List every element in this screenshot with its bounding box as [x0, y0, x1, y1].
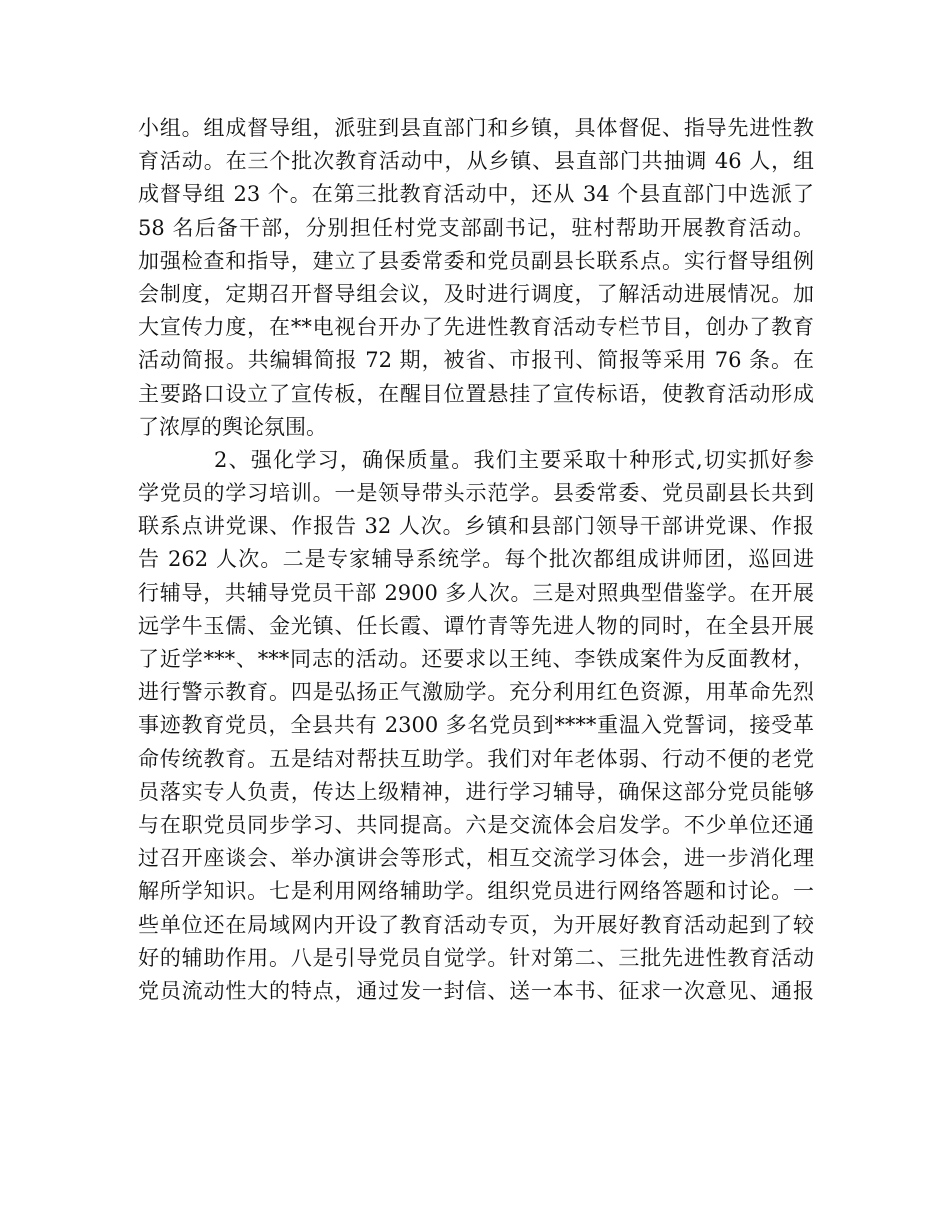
text-line: 大宣传力度，在**电视台开办了先进性教育活动专栏节目，创办了教育	[138, 315, 814, 340]
text-line: 与在职党员同步学习、共同提高。六是交流体会启发学。不少单位还通	[138, 812, 814, 837]
text-line: 行辅导，共辅导党员干部 2900 多人次。三是对照典型借鉴学。在开展	[138, 580, 814, 605]
text-line: 小组。组成督导组，派驻到县直部门和乡镇，具体督促、指导先进性教	[138, 116, 814, 140]
text-line: 远学牛玉儒、金光镇、任长霞、谭竹青等先进人物的同时，在全县开展	[138, 613, 814, 638]
text-line: 了近学***、***同志的活动。还要求以王纯、李铁成案件为反面教材，	[138, 647, 814, 671]
text-line: 58 名后备干部，分别担任村党支部副书记，驻村帮助开展教育活动。	[138, 215, 814, 240]
text-line: 党员流动性大的特点，通过发一封信、送一本书、征求一次意见、通报	[138, 978, 814, 1003]
text-line: 活动简报。共编辑简报 72 期，被省、市报刊、简报等采用 76 条。在	[138, 348, 814, 373]
text-line: 告 262 人次。二是专家辅导系统学。每个批次都组成讲师团，巡回进	[138, 547, 814, 572]
text-line: 员落实专人负责，传达上级精神，进行学习辅导，确保这部分党员能够	[138, 779, 814, 804]
text-line: 加强检查和指导，建立了县委常委和党员副县长联系点。实行督导组例	[138, 248, 814, 273]
text-line: 成督导组 23 个。在第三批教育活动中，还从 34 个县直部门中选派了	[138, 182, 814, 207]
text-line: 学党员的学习培训。一是领导带头示范学。县委常委、党员副县长共到	[138, 481, 814, 506]
text-line: 过召开座谈会、举办演讲会等形式，相互交流学习体会，进一步消化理	[138, 846, 814, 871]
text-line: 会制度，定期召开督导组会议，及时进行调度，了解活动进展情况。加	[138, 281, 814, 306]
text-line: 些单位还在局域网内开设了教育活动专页，为开展好教育活动起到了较	[138, 912, 814, 937]
text-line: 好的辅助作用。八是引导党员自觉学。针对第二、三批先进性教育活动	[138, 945, 814, 970]
paragraph-end-line: 了浓厚的舆论氛围。	[138, 414, 327, 439]
document-body	[138, 112, 814, 1008]
text-line: 育活动。在三个批次教育活动中，从乡镇、县直部门共抽调 46 人，组	[138, 149, 814, 174]
text-line: 主要路口设立了宣传板，在醒目位置悬挂了宣传标语，使教育活动形成	[138, 381, 814, 406]
paragraph-start-line: 2、强化学习，确保质量。我们主要采取十种形式,切实抓好参	[214, 447, 814, 472]
text-line: 解所学知识。七是利用网络辅助学。组织党员进行网络答题和讨论。一	[138, 879, 814, 904]
text-line: 命传统教育。五是结对帮扶互助学。我们对年老体弱、行动不便的老党	[138, 746, 814, 771]
text-line: 联系点讲党课、作报告 32 人次。乡镇和县部门领导干部讲党课、作报	[138, 514, 814, 539]
text-line: 进行警示教育。四是弘扬正气激励学。充分利用红色资源，用革命先烈	[138, 680, 814, 705]
text-line: 事迹教育党员，全县共有 2300 多名党员到****重温入党誓词，接受革	[138, 713, 814, 738]
